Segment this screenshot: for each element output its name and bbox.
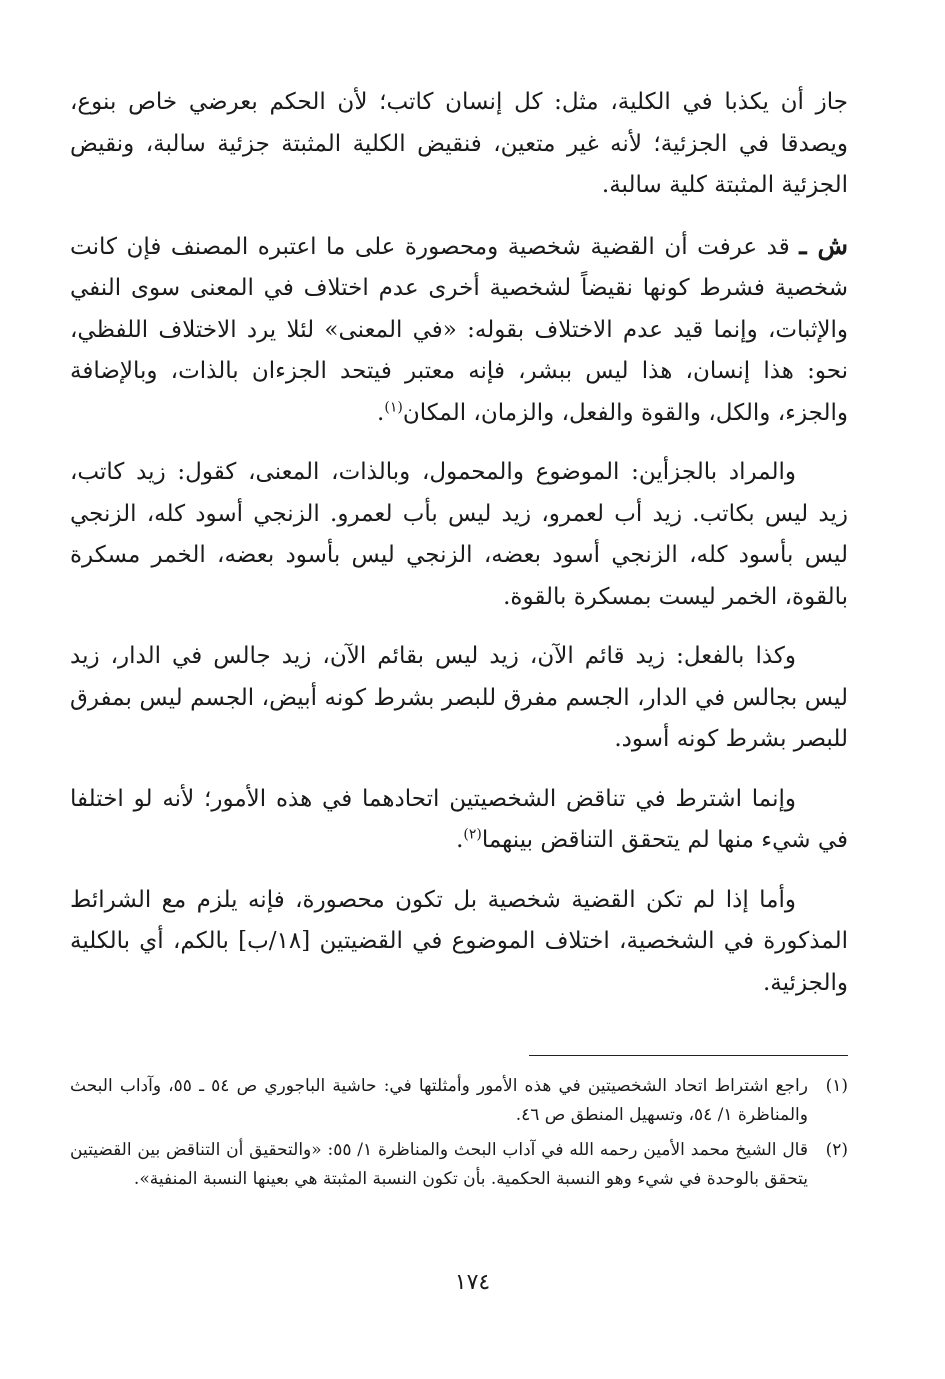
paragraph-5-text: وإنما اشترط في تناقض الشخصيتين اتحادهما في هذه الأمور؛ لأنه لو اختلفا في شيء منها لم يتحقق التناقض بينهما [70, 785, 848, 853]
footnote-text: قال الشيخ محمد الأمين رحمه الله في آداب البحث والمناظرة ١/ ٥٥: «والتحقيق أن التناقض بين القضيتين يتحقق بالوحدة في شيء وهو النسبة الحكمية. بأن تكون النسبة المثبتة هي بعينها النسبة المنفية». [70, 1140, 808, 1189]
footnote-divider [529, 1055, 848, 1056]
footnote-number: (١) [825, 1076, 848, 1096]
footnotes-section [70, 1072, 848, 1200]
paragraph-2-end: . [377, 399, 385, 426]
paragraph-4: وكذا بالفعل: زيد قائم الآن، زيد ليس بقائم الآن، زيد جالس في الدار، زيد ليس بجالس في الدار، الجسم مفرق للبصر بشرط كونه أبيض، الجسم ليس بمفرق للبصر بشرط كونه أسود. [70, 643, 848, 752]
page-body [70, 82, 848, 1022]
footnote-number: (٢) [825, 1140, 848, 1160]
paragraph-2-lead: ش ـ [799, 230, 849, 260]
paragraph-2 [70, 225, 848, 435]
footnote-text: راجع اشتراط اتحاد الشخصيتين في هذه الأمور وأمثلتها في: حاشية الباجوري ص ٥٤ ـ ٥٥، وآداب البحث والمناظرة ١/ ٥٤، وتسهيل المنطق ص ٤٦. [70, 1076, 808, 1125]
paragraph-5 [70, 779, 848, 862]
footnote-1 [70, 1072, 848, 1130]
paragraph-6: وأما إذا لم تكن القضية شخصية بل تكون محصورة، فإنه يلزم مع الشرائط المذكورة في الشخصية، اختلاف الموضوع في القضيتين [١٨/ب] بالكم، أي بالكلية والجزئية. [70, 886, 848, 996]
paragraph-2-text: قد عرفت أن القضية شخصية ومحصورة على ما اعتبره المصنف فإن كانت شخصية فشرط كونها نقيضاً لشخصية أخرى عدم اختلاف في المعنى سوى النفي والإثبات، وإنما قيد عدم الاختلاف بقوله: «في المعنى» لئلا يرد الاختلاف اللفظي، نحو: هذا إنسان، هذا ليس ببشر، فإنه معتبر فيتحد الجزءان بالذات، وبالإضافة والجزء، والكل، والقوة والفعل، والزمان، المكان [70, 233, 848, 426]
footnote-ref-1[interactable]: (١) [384, 398, 403, 415]
paragraph-1: جاز أن يكذبا في الكلية، مثل: كل إنسان كاتب؛ لأن الحكم بعرضي خاص بنوع، ويصدقا في الجزئية؛ لأنه غير متعين، فنقيض الكلية المثبتة جزئية سالبة، ونقيض الجزئية المثبتة كلية سالبة. [70, 89, 848, 198]
footnote-2 [70, 1136, 848, 1194]
footnote-ref-2[interactable]: (٢) [463, 826, 482, 843]
paragraph-5-end: . [456, 827, 464, 853]
page-number: ١٧٤ [454, 1270, 491, 1295]
paragraph-3: والمراد بالجزأين: الموضوع والمحمول، وبالذات، المعنى، كقول: زيد كاتب، زيد ليس بكاتب. زيد أب لعمرو، زيد ليس بأب لعمرو. الزنجي أسود كله، الزنجي ليس بأسود كله، الزنجي أسود بعضه، الزنجي ليس بأسود بعضه، الخمر مسكرة بالقوة، الخمر ليست بمسكرة بالقوة. [70, 459, 848, 610]
